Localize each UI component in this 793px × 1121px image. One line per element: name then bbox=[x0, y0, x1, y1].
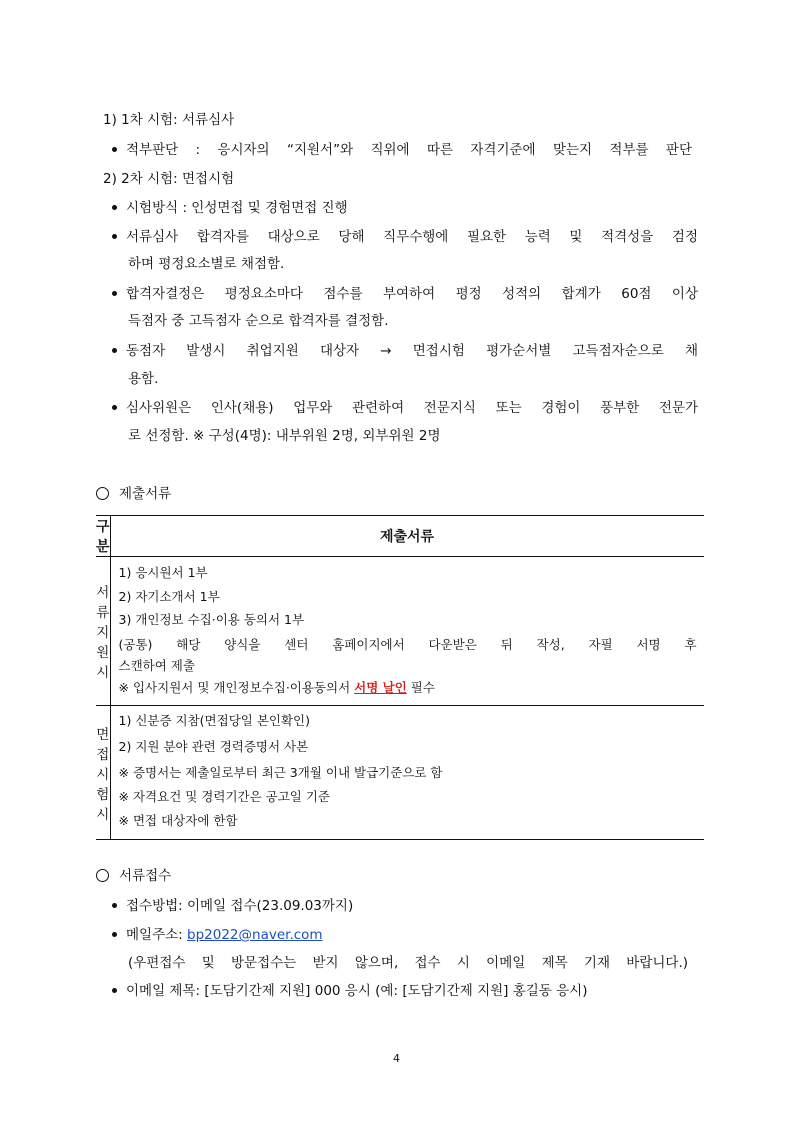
section-heading-receipt: 서류접수 bbox=[96, 866, 171, 886]
email-link[interactable]: bp2022@naver.com bbox=[187, 927, 323, 943]
table-row bbox=[96, 557, 704, 706]
bullet-dot bbox=[112, 932, 117, 937]
table-row bbox=[96, 706, 704, 840]
bullet-interview-method: 시험방식 : 인성면접 및 경험면접 진행 bbox=[112, 198, 348, 218]
bullet-dot bbox=[112, 903, 117, 908]
list-item: 1) 응시원서 1부 bbox=[118, 565, 208, 580]
list-item: ※ 입사지원서 및 개인정보수집·이용동의서 서명 날인 필수 bbox=[118, 679, 435, 695]
list-item: ※ 면접 대상자에 한함 bbox=[118, 813, 238, 828]
circle-icon bbox=[96, 869, 109, 882]
bullet-dot bbox=[112, 988, 117, 993]
bullet-committee-cont: 로 선정함. ※ 구성(4명): 내부위원 2명, 외부위원 2명 bbox=[128, 428, 441, 444]
list-item: (공통) 해당 양식을 센터 홈페이지에서 다운받은 뒤 작성, 자필 서명 후 스캔하여 제출 bbox=[118, 636, 697, 673]
header-category: 구분 bbox=[96, 516, 110, 557]
bullet-pass-decision-cont: 득점자 중 고득점자 순으로 합격자를 결정함. bbox=[128, 313, 389, 329]
bullet-dot bbox=[112, 348, 117, 353]
bullet-dot bbox=[112, 205, 117, 210]
bullet-email-subject: 이메일 제목: [도담기간제 지원] 000 응시 (예: [도담기간제 지원] 홍길동 응시) bbox=[112, 981, 587, 1001]
bullet-tie-rule-cont: 용함. bbox=[128, 371, 159, 387]
row-category: 서류지원 시 bbox=[96, 557, 110, 706]
bullet-dot bbox=[112, 147, 117, 152]
bullet-tie-rule: 동점자 발생시 취업지원 대상자 → 면접시험 평가순서별 고득점자순으로 채 bbox=[112, 341, 698, 361]
row-items bbox=[110, 557, 704, 706]
section-heading-documents: 제출서류 bbox=[96, 484, 171, 504]
bullet-committee: 심사위원은 인사(채용) 업무와 관련하여 전문지식 또는 경험이 풍부한 전문가 bbox=[112, 398, 698, 418]
bullet-receipt-method: 접수방법: 이메일 접수(23.09.03까지) bbox=[112, 896, 353, 916]
bullet-suitability: 적부판단 : 응시자의 “지원서”와 직위에 따른 자격기준에 맞는지 적부를 판단 bbox=[112, 140, 692, 160]
page-number: 4 bbox=[393, 1052, 400, 1065]
bullet-dot bbox=[112, 405, 117, 410]
row-items bbox=[110, 706, 704, 840]
list-item: 3) 개인정보 수집·이용 동의서 1부 bbox=[118, 612, 305, 627]
list-item: 1) 신분증 지참(면접당일 본인확인) bbox=[118, 713, 311, 728]
list-item: ※ 증명서는 제출일로부터 최근 3개월 이내 발급기준으로 함 bbox=[118, 765, 443, 780]
header-documents: 제출서류 bbox=[110, 516, 704, 557]
bullet-evaluation: 서류심사 합격자를 대상으로 당해 직무수행에 필요한 능력 및 적격성을 검정 bbox=[112, 227, 698, 247]
bullet-email-address: 메일주소: bp2022@naver.com bbox=[112, 925, 323, 945]
signature-required-highlight: 서명 날인 bbox=[354, 679, 407, 695]
documents-table bbox=[96, 515, 704, 840]
list-item: 2) 지원 분야 관련 경력증명서 사본 bbox=[118, 739, 309, 754]
list-item: 2) 자기소개서 1부 bbox=[118, 588, 220, 604]
heading-interview: 2) 2차 시험: 면접시험 bbox=[103, 171, 235, 187]
list-item: ※ 자격요건 및 경력기간은 공고일 기준 bbox=[118, 789, 330, 804]
table-header-row bbox=[96, 516, 704, 557]
bullet-dot bbox=[112, 234, 117, 239]
circle-icon bbox=[96, 487, 109, 500]
heading-document-review: 1) 1차 시험: 서류심사 bbox=[103, 112, 235, 128]
bullet-pass-decision: 합격자결정은 평정요소마다 점수를 부여하여 평정 성적의 합계가 60점 이상 bbox=[112, 284, 698, 304]
row-category: 면접시험 시 bbox=[96, 706, 110, 840]
bullet-evaluation-cont: 하며 평정요소별로 채점함. bbox=[128, 256, 285, 272]
bullet-dot bbox=[112, 291, 117, 296]
receipt-note: (우편접수 및 방문접수는 받지 않으며, 접수 시 이메일 제목 기재 바랍니다.) bbox=[128, 955, 688, 971]
